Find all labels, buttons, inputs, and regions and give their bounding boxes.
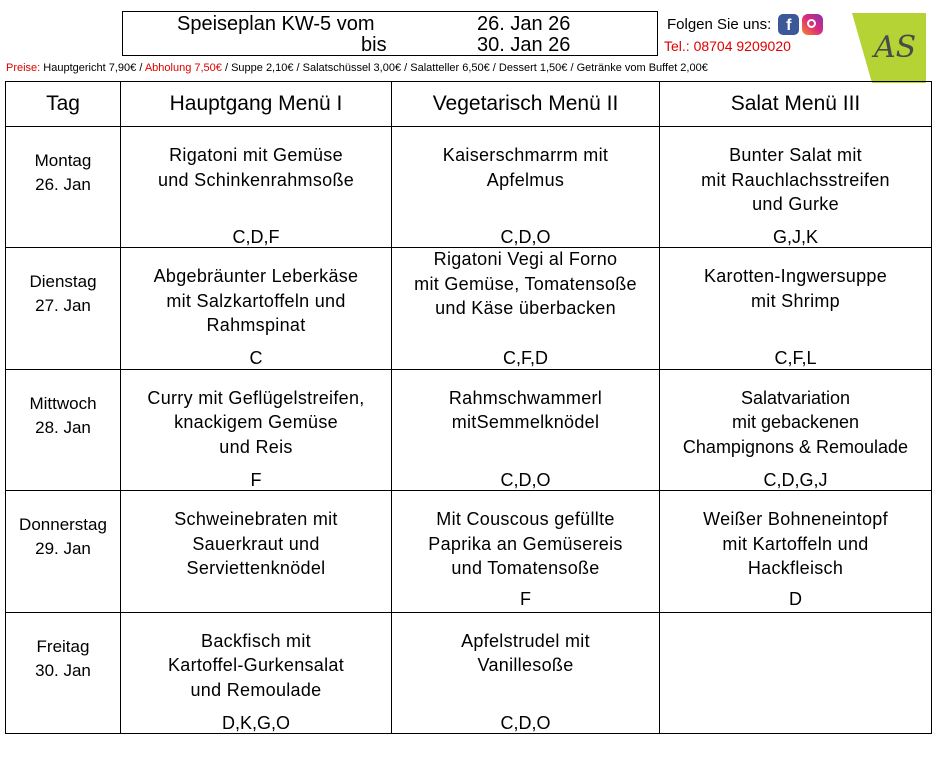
menu2-cell [392,248,660,369]
day-cell [6,369,121,490]
header-day: Tag [6,82,121,127]
dish-text: Curry mit Geflügelstreifen, knackigem Gemüse und Reis [147,387,365,457]
allergen-code: C,F,L [774,348,817,369]
date-from: 26. Jan 26 [477,13,571,35]
dish-text: Karotten-Ingwersuppe mit Shrimp [703,266,888,311]
allergen-code: C,D,G,J [763,469,828,490]
logo-text: AS [874,30,917,65]
instagram-icon[interactable] [802,14,823,35]
date-to: 30. Jan 26 [477,34,571,56]
header-menu2: Vegetarisch Menü II [392,82,660,127]
header-row [6,82,932,127]
menu2-cell [392,127,660,248]
dish-text: Rigatoni mit Gemüse und Schinkenrahmsoße [157,145,355,190]
dish-text: Weißer Bohneneintopf mit Kartoffeln und Hackfleisch [703,509,888,579]
allergen-code: C,D,O [500,469,551,490]
title-line1: Speiseplan KW-5 vom [177,13,375,35]
menu2-cell [392,491,660,612]
dish-text: Salatvariation mit gebackenen Champignons & Remoulade [682,387,909,457]
dish-text: Schweinebraten mit Sauerkraut und Serviettenknödel [174,509,338,579]
dish-text: Apfelstrudel mit Vanillesoße [461,630,590,676]
dish-text: Rahmschwammerl mitSemmelknödel [448,387,603,433]
header-box [122,11,658,56]
allergen-code: D [789,589,802,610]
phone-number: Tel.: 08704 9209020 [664,38,791,54]
facebook-icon[interactable]: f [778,14,799,35]
day-label: Mittwoch 28. Jan [29,393,97,437]
table-row [6,491,932,612]
allergen-code: D,K,G,O [221,712,290,733]
table-row [6,612,932,733]
dish-text: Mit Couscous gefüllte Paprika an Gemüsereis und Tomatensoße [428,509,623,579]
prices-pickup: Abholung 7,50€ [144,62,222,74]
dish-text: Abgebräunter Leberkäse mit Salzkartoffeln und Rahmspinat [153,266,359,336]
menu3-cell [660,491,932,612]
allergen-code: C,D,O [500,712,551,733]
menu2-cell [392,369,660,490]
menu3-cell [660,248,932,369]
table-row [6,127,932,248]
day-cell [6,612,121,733]
price-list [6,62,708,74]
allergen-code: C,F,D [503,348,548,369]
logo [852,13,926,83]
dish-text: Bunter Salat mit mit Rauchlachsstreifen und Gurke [701,145,890,215]
allergen-code: C,D,F [232,226,280,247]
prices-part1: Hauptgericht 7,90€ / [40,62,145,74]
title-line2: bis [361,34,387,56]
table-row [6,248,932,369]
menu1-cell [121,612,392,733]
header-menu1: Hauptgang Menü I [121,82,392,127]
menu1-cell [121,491,392,612]
dish-text: Backfisch mit Kartoffel-Gurkensalat und Remoulade [167,630,345,700]
menu3-cell [660,369,932,490]
day-label: Freitag 30. Jan [35,636,91,680]
allergen-code: G,J,K [772,226,818,247]
prices-part2: / Suppe 2,10€ / Salatschüssel 3,00€ / Salatteller 6,50€ / Dessert 1,50€ / Getränke vom Buffet 2,00€ [221,62,708,74]
menu3-cell [660,612,932,733]
allergen-code: F [250,469,262,490]
day-cell [6,127,121,248]
menu3-cell [660,127,932,248]
social-links [667,14,823,35]
menu2-cell [392,612,660,733]
prices-label: Preise: [6,62,41,74]
day-label: Montag 26. Jan [34,151,92,195]
header-menu3: Salat Menü III [660,82,932,127]
table-row [6,369,932,490]
menu1-cell [121,127,392,248]
menu-table [5,81,932,734]
day-cell [6,248,121,369]
day-cell [6,491,121,612]
dish-text: Rigatoni Vegi al Forno mit Gemüse, Tomatensoße und Käse überbacken [414,249,637,319]
day-label: Donnerstag 29. Jan [19,515,107,559]
allergen-code: F [520,589,531,610]
menu1-cell [121,248,392,369]
allergen-code: C,D,O [500,226,551,247]
dish-text: Kaiserschmarrm mit Apfelmus [442,145,609,190]
menu1-cell [121,369,392,490]
follow-label: Folgen Sie uns: [667,16,772,33]
allergen-code: C [249,348,263,369]
day-label: Dienstag 27. Jan [29,272,97,316]
